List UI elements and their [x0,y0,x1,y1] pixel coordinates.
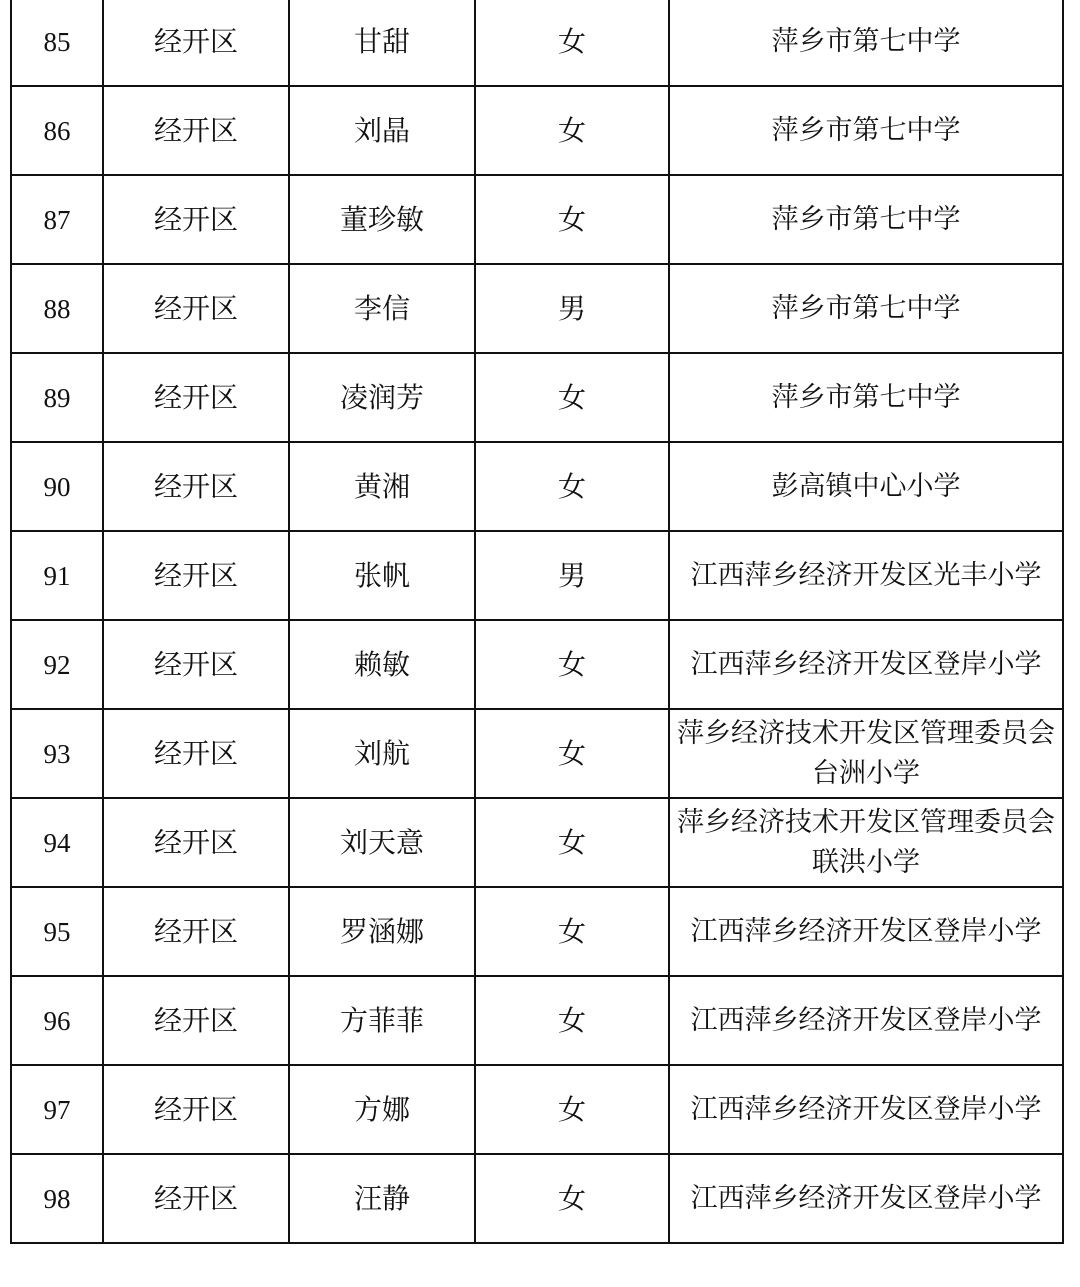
name-cell: 凌润芳 [289,353,475,442]
row-number: 87 [11,175,103,264]
row-number: 91 [11,531,103,620]
row-number: 90 [11,442,103,531]
gender-cell: 女 [475,1065,669,1154]
gender-cell: 女 [475,976,669,1065]
table-row [11,0,1063,86]
school-cell: 萍乡市第七中学 [669,0,1063,86]
table-row [11,86,1063,175]
gender-cell: 女 [475,887,669,976]
name-cell: 罗涵娜 [289,887,475,976]
school-cell: 江西萍乡经济开发区光丰小学 [669,531,1063,620]
district-cell: 经开区 [103,264,289,353]
gender-cell: 女 [475,86,669,175]
school-cell: 萍乡经济技术开发区管理委员会联洪小学 [669,798,1063,887]
district-cell: 经开区 [103,976,289,1065]
district-cell: 经开区 [103,175,289,264]
gender-cell: 女 [475,0,669,86]
district-cell: 经开区 [103,1065,289,1154]
gender-cell: 男 [475,531,669,620]
name-cell: 董珍敏 [289,175,475,264]
gender-cell: 男 [475,264,669,353]
table-row [11,353,1063,442]
table-row [11,887,1063,976]
district-cell: 经开区 [103,620,289,709]
district-cell: 经开区 [103,86,289,175]
table-row [11,1065,1063,1154]
row-number: 92 [11,620,103,709]
district-cell: 经开区 [103,1154,289,1243]
name-cell: 李信 [289,264,475,353]
school-cell: 江西萍乡经济开发区登岸小学 [669,976,1063,1065]
row-number: 97 [11,1065,103,1154]
table-row [11,531,1063,620]
row-number: 96 [11,976,103,1065]
roster-table [10,0,1064,1244]
district-cell: 经开区 [103,0,289,86]
gender-cell: 女 [475,709,669,798]
school-cell: 彭高镇中心小学 [669,442,1063,531]
row-number: 94 [11,798,103,887]
school-cell: 江西萍乡经济开发区登岸小学 [669,620,1063,709]
roster-body [11,0,1063,1243]
school-cell: 江西萍乡经济开发区登岸小学 [669,887,1063,976]
school-cell: 萍乡市第七中学 [669,353,1063,442]
gender-cell: 女 [475,1154,669,1243]
table-row [11,798,1063,887]
district-cell: 经开区 [103,353,289,442]
row-number: 85 [11,0,103,86]
gender-cell: 女 [475,798,669,887]
gender-cell: 女 [475,175,669,264]
row-number: 98 [11,1154,103,1243]
row-number: 89 [11,353,103,442]
district-cell: 经开区 [103,887,289,976]
table-row [11,1154,1063,1243]
school-cell: 萍乡市第七中学 [669,264,1063,353]
name-cell: 刘晶 [289,86,475,175]
table-row [11,620,1063,709]
school-cell: 江西萍乡经济开发区登岸小学 [669,1065,1063,1154]
table-row [11,175,1063,264]
row-number: 88 [11,264,103,353]
row-number: 86 [11,86,103,175]
name-cell: 方娜 [289,1065,475,1154]
school-cell: 江西萍乡经济开发区登岸小学 [669,1154,1063,1243]
table-row [11,709,1063,798]
name-cell: 甘甜 [289,0,475,86]
gender-cell: 女 [475,353,669,442]
name-cell: 黄湘 [289,442,475,531]
table-row [11,442,1063,531]
name-cell: 张帆 [289,531,475,620]
school-cell: 萍乡市第七中学 [669,175,1063,264]
row-number: 95 [11,887,103,976]
name-cell: 赖敏 [289,620,475,709]
name-cell: 刘天意 [289,798,475,887]
row-number: 93 [11,709,103,798]
table-row [11,264,1063,353]
gender-cell: 女 [475,442,669,531]
name-cell: 汪静 [289,1154,475,1243]
name-cell: 方菲菲 [289,976,475,1065]
name-cell: 刘航 [289,709,475,798]
table-row [11,976,1063,1065]
district-cell: 经开区 [103,798,289,887]
gender-cell: 女 [475,620,669,709]
school-cell: 萍乡市第七中学 [669,86,1063,175]
school-cell: 萍乡经济技术开发区管理委员会台洲小学 [669,709,1063,798]
district-cell: 经开区 [103,531,289,620]
district-cell: 经开区 [103,709,289,798]
district-cell: 经开区 [103,442,289,531]
